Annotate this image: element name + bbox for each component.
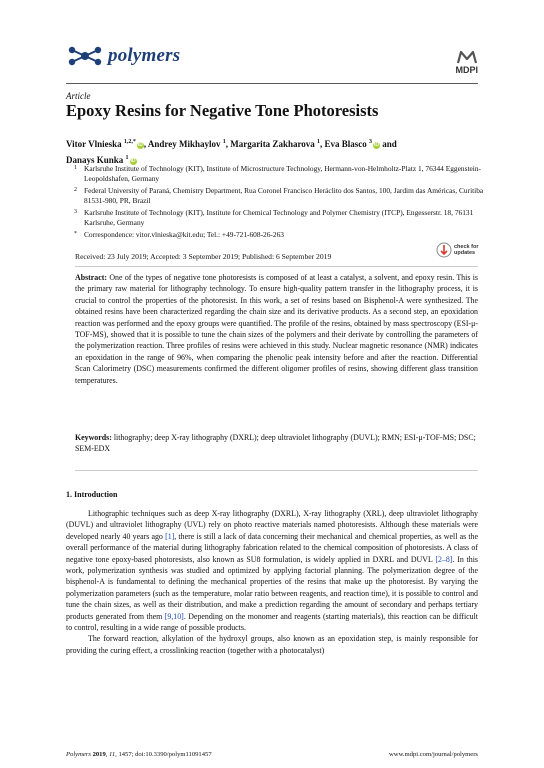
- author-name[interactable]: Vitor Vlnieska: [66, 139, 122, 149]
- author-name[interactable]: Andrey Mikhaylov: [147, 139, 221, 149]
- affiliation-number: 1: [74, 165, 77, 171]
- mdpi-logo-icon: [456, 50, 478, 64]
- paragraph-text: Lithographic techniques such as deep X-ray lithography (DXRL), X-ray lithography (XRL), deep ultraviolet lithography (DUVL) and ultraviolet lithography (UVL) rely on photo reactive materials named photoresists. Although these materials were developed nearly 40 years ago: [66, 509, 478, 541]
- journal-url[interactable]: www.mdpi.com/journal/polymers: [389, 751, 478, 758]
- author-affiliation-marker: 1: [222, 139, 226, 145]
- author-name[interactable]: Danays Kunka: [66, 155, 124, 165]
- author-conjunction: and: [382, 139, 397, 149]
- abstract-top-rule: [75, 266, 478, 267]
- publication-dates: Received: 23 July 2019; Accepted: 3 September 2019; Published: 6 September 2019: [75, 252, 332, 261]
- check-updates-icon: [436, 242, 452, 258]
- introduction-body: [66, 508, 478, 656]
- paragraph: [66, 633, 478, 656]
- paragraph-text: The forward reaction, alkylation of the hydroxyl groups, also known as an epoxidation step, is mainly responsible for providing the curing effect, a crosslinking reaction (together with a photocatalyst): [66, 634, 478, 655]
- affiliation-item: [74, 164, 484, 184]
- orcid-icon[interactable]: iD: [137, 142, 143, 148]
- affiliation-text: Federal University of Paraná, Chemistry Department, Rua Coronel Francisco Heráclito dos Santos, 100, Jardim das Américas, Curitiba 81531-980, PR, Brazil: [84, 186, 484, 205]
- author-name[interactable]: Margarita Zakharova: [230, 139, 315, 149]
- abstract: [75, 272, 478, 386]
- check-for-updates-badge[interactable]: [436, 242, 478, 258]
- correspondence: [74, 230, 484, 240]
- citation-link[interactable]: [9,10]: [164, 611, 184, 621]
- correspondence-marker: *: [74, 231, 77, 237]
- check-updates-line2: updates: [454, 250, 476, 256]
- article-title: Epoxy Resins for Negative Tone Photoresists: [66, 101, 379, 120]
- polymers-logo-icon: [66, 44, 104, 68]
- journal-name: polymers: [108, 45, 181, 66]
- affiliation-item: [74, 186, 484, 206]
- publisher-name: MDPI: [455, 65, 478, 75]
- orcid-icon[interactable]: iD: [374, 142, 380, 148]
- author-list: Vitor Vlnieska $^{1,2,*}$ iD, Andrey Mikhaylov $^1$, Margarita Zakharova $^1$, Eva Blasco $^3$ iD and Danays Kunka $^1$ iD: [66, 139, 397, 165]
- section-heading: 1. Introduction: [66, 490, 118, 499]
- affiliation-list: [74, 164, 484, 242]
- correspondence-text[interactable]: Correspondence: vitor.vlnieska@kit.edu; Tel.: +49-721-608-26-263: [84, 230, 284, 239]
- footer-journal: Polymers: [66, 751, 91, 758]
- abstract-text: One of the types of negative tone photoresists is composed of at least a catalyst, a solvent, and epoxy resin. This is the primary raw material for lithography technology. To ensure high-quality pattern transfer in the lithography process, it is crucial to control the properties of the photoresist. In this work, a set of resins based on Bisphenol-A were synthesized. The obtained resins have been characterized regarding the chain size and its derivative products. As a second step, an epoxidation reaction was performed and the epoxy groups were quantified. The profile of the resins, obtained by mass spectroscopy (ESI-μ-TOF-MS), showed that it is possible to tune the chain sizes of the polymers and their derivate by controlling the parameters of the polymerization reaction. Three profiles of resins were achieved in this study. Nuclear magnetic resonance (NMR) indicates an epoxidation in the range of 96%, when comparing the phenolic peak intensity before and after the reaction. Differential Scan Calorimetry (DSC) measurements confirmed the different oligomer profiles of resins, showing different glass transition temperatures.: [75, 273, 478, 385]
- publisher-logo[interactable]: [456, 50, 479, 75]
- paragraph-text: . Depending on the monomer and reagents (starting materials), this reaction can be difficult to control, resulting in a wide range of possible products.: [66, 611, 478, 633]
- article-type: Article: [66, 91, 91, 101]
- author-name[interactable]: Eva Blasco: [324, 139, 367, 149]
- citation-link[interactable]: [1]: [165, 531, 175, 541]
- journal-header: [66, 44, 478, 84]
- paragraph-text: , there is still a lack of data concerning their mechanical and chemical properties, as well as the overall performance of the material during lithography fabrication related to the chemical composition of photoresists. A class of negative tone epoxy-based photoresists, also known as SU8 formulation, is widely applied in DXRL and DUVL: [66, 531, 478, 564]
- affiliation-text: Karlsruhe Institute of Technology (KIT), Institute of Microstructure Technology, Hermann-von-Helmholtz-Platz 1, 76344 Eggenstein-Leopoldshafen, Germany: [84, 164, 481, 183]
- footer-year: 2019: [92, 751, 106, 758]
- affiliation-text: Karlsruhe Institute of Technology (KIT), Institute for Chemical Technology and Polymer Chemistry (ITCP), Engesserstr. 18, 76131 Karlsruhe, Germany: [84, 208, 474, 227]
- journal-logo[interactable]: [66, 44, 180, 68]
- check-updates-line1: check for: [454, 244, 479, 250]
- citation-link[interactable]: [2–8]: [435, 554, 453, 564]
- affiliation-number: 2: [74, 187, 77, 193]
- page-footer: [66, 751, 478, 758]
- citation-info: Polymers 2019, 11, 1457; doi:10.3390/polym11091457: [66, 751, 212, 758]
- affiliation-number: 3: [74, 209, 77, 215]
- keywords: [75, 432, 478, 455]
- orcid-icon[interactable]: iD: [130, 158, 136, 164]
- paragraph: [66, 508, 478, 633]
- author-affiliation-marker: 1: [317, 139, 321, 145]
- author-affiliation-marker: 3: [369, 139, 373, 145]
- keywords-text: lithography; deep X-ray lithography (DXRL); deep ultraviolet lithography (DUVL); RMN; ESI-μ-TOF-MS; DSC; SEM-EDX: [75, 433, 476, 454]
- author-affiliation-marker: 1: [125, 155, 129, 161]
- keywords-label: Keywords:: [75, 433, 112, 442]
- affiliation-item: [74, 208, 484, 228]
- abstract-bottom-rule: [75, 470, 478, 471]
- author-affiliation-marker: 1,2,*: [123, 139, 136, 145]
- footer-doi[interactable]: , 1457; doi:10.3390/polym11091457: [115, 751, 212, 758]
- paragraph-text: . In this work, polymerization synthesis was studied and optimized by applying factorial planning. The polymerization degree of the bisphenol-A is fundamental to defining the mechanical properties of the resins that make up the photoresist. By varying the polymerization parameters (such as the temperature, molar ratio between reagents, and reaction time), it is possible to control and tune the chain sizes, as well as their distribution, and make a prediction regarding the amount of secondary and perhaps tertiary products generated from them: [66, 554, 478, 621]
- header-rule: [66, 83, 478, 84]
- footer-volume: 11: [109, 751, 116, 758]
- abstract-label: Abstract:: [75, 273, 107, 282]
